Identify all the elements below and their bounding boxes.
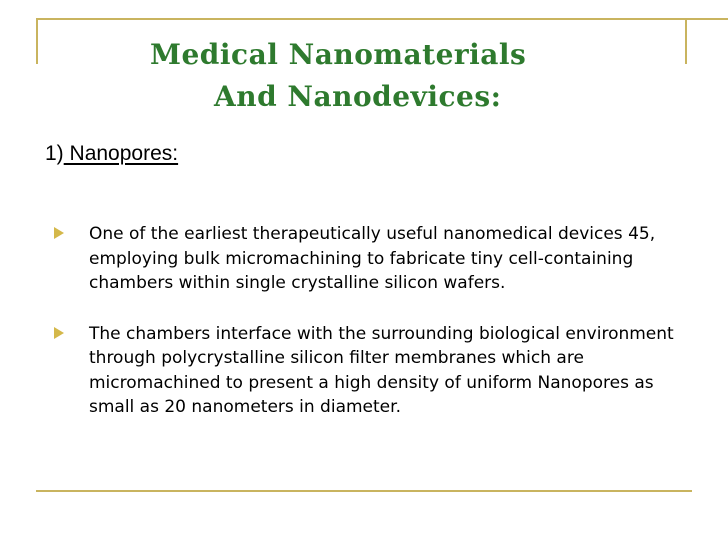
slide-title-line-1: Medical Nanomaterials	[150, 38, 527, 71]
triangle-bullet-icon	[54, 227, 64, 239]
bullet-item	[54, 322, 694, 420]
frame-bottom-border	[36, 490, 692, 492]
triangle-bullet-icon	[54, 327, 64, 339]
bullet-text: One of the earliest therapeutically useful nanomedical devices 45, employing bulk micromachining to fabricate tiny cell-containing chambers within single crystalline silicon wafers.	[89, 224, 656, 293]
slide-title	[150, 34, 580, 118]
frame-right-border	[685, 18, 687, 64]
section-heading	[45, 142, 178, 166]
section-title: Nanopores:	[63, 142, 179, 165]
bullet-list	[54, 222, 694, 420]
slide-title-line-2: And Nanodevices:	[214, 80, 502, 113]
frame-top-border	[36, 18, 728, 20]
bullet-text: The chambers interface with the surrounding biological environment through polycrystalline silicon filter membranes which are micromachined to present a high density of uniform Nanopores as small as 20 nanometers in diameter.	[89, 323, 674, 417]
frame-left-border	[36, 18, 38, 64]
section-number: 1)	[45, 142, 64, 165]
bullet-item	[54, 222, 694, 296]
